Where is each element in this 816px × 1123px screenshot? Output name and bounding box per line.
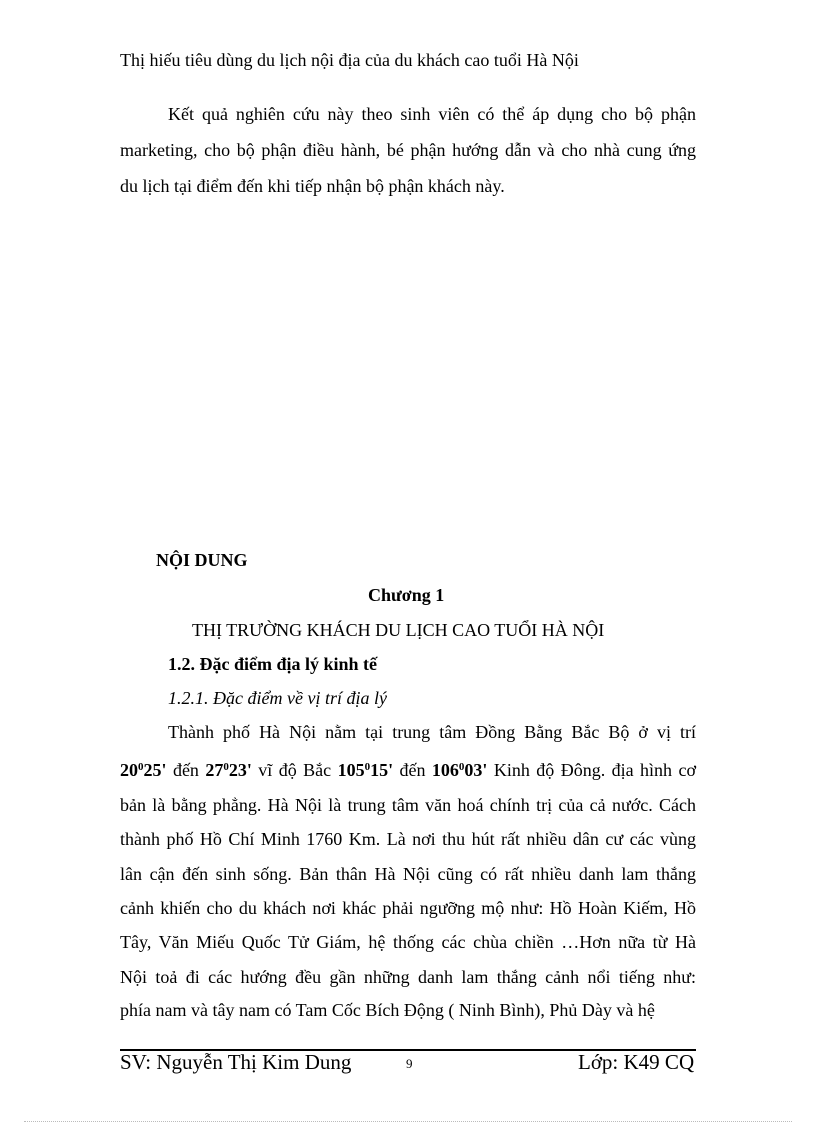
intro-paragraph-line-2: marketing, cho bộ phận điều hành, bé phận hướng dẫn và cho nhà cung ứng (120, 140, 696, 160)
body-line-9: phía nam và tây nam có Tam Cốc Bích Động ( Ninh Bình), Phủ Dày và hệ (120, 1000, 655, 1020)
intro-paragraph-line-1: Kết quả nghiên cứu này theo sinh viên có thể áp dụng cho bộ phận (168, 104, 696, 124)
longitude-start: $105^015'$ (337, 760, 394, 780)
text-den-2: đến (393, 760, 432, 780)
section-label: NỘI DUNG (156, 550, 248, 570)
footer-class: Lớp: K49 CQ (578, 1050, 695, 1074)
longitude-end: $106^003'$ (431, 760, 488, 780)
latitude-end: $27^023'$ (205, 760, 252, 780)
coordinates-line (120, 760, 696, 780)
body-line-5: lân cận đến sinh sống. Bản thân Hà Nội cũng có rất nhiều danh lam thắng (120, 864, 696, 884)
latitude-start: $20^025'$ (120, 760, 167, 780)
section-heading: 1.2. Đặc điểm địa lý kinh tế (168, 654, 378, 674)
body-line-4: thành phố Hồ Chí Minh 1760 Km. Là nơi thu hút rất nhiều dân cư các vùng (120, 829, 696, 849)
footer-student-name: SV: Nguyễn Thị Kim Dung (120, 1050, 352, 1074)
body-line-6: cảnh khiến cho du khách nơi khác phải ngưỡng mộ như: Hồ Hoàn Kiếm, Hồ (120, 898, 696, 918)
text-vi-do: vĩ độ Bắc (251, 760, 338, 780)
chapter-title: THỊ TRƯỜNG KHÁCH DU LỊCH CAO TUỔI HÀ NỘI (192, 620, 605, 640)
intro-heading-line: Thị hiếu tiêu dùng du lịch nội địa của du khách cao tuổi Hà Nội (120, 50, 579, 70)
subsection-heading: 1.2.1. Đặc điểm về vị trí địa lý (168, 688, 387, 708)
intro-paragraph-line-3: du lịch tại điểm đến khi tiếp nhận bộ phận khách này. (120, 176, 505, 196)
chapter-number: Chương 1 (368, 585, 445, 605)
body-line-1: Thành phố Hà Nội nằm tại trung tâm Đồng Bằng Bắc Bộ ở vị trí (168, 722, 696, 742)
body-line-3: bản là bằng phẳng. Hà Nội là trung tâm văn hoá chính trị của cả nước. Cách (120, 795, 696, 815)
text-den-1: đến (166, 760, 206, 780)
page-edge-divider (24, 1121, 792, 1122)
body-line-8: Nội toả đi các hướng đều gần những danh lam thắng cảnh nổi tiếng như: (120, 967, 696, 987)
text-kinh-do: Kinh độ Đông. địa hình cơ (487, 760, 696, 780)
body-line-7: Tây, Văn Miếu Quốc Tử Giám, hệ thống các chùa chiền …Hơn nữa từ Hà (120, 932, 696, 952)
footer-page-number: 9 (406, 1056, 413, 1071)
